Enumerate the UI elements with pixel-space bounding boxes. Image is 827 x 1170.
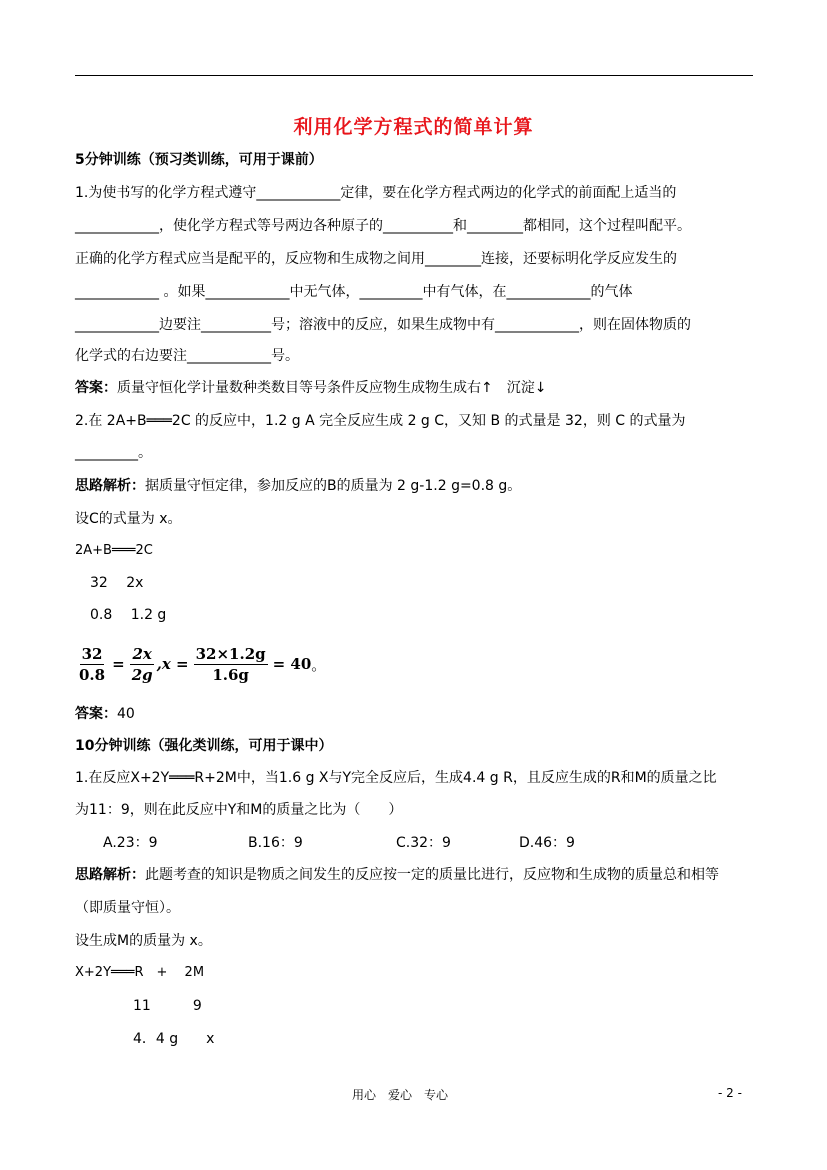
q3-equation: X+2Y═══R + 2M <box>75 965 205 980</box>
equals-sign: = <box>112 655 125 673</box>
fraction-1 <box>77 645 107 684</box>
q3-row-1: 11 9 <box>133 998 202 1014</box>
fraction-2-denominator: 2g <box>131 665 153 684</box>
q1-line-2: ____________，使化学方程式等号两边各种原子的__________和________都相同，这个过程叫配平。 <box>75 218 691 234</box>
math-end: 。 <box>311 655 327 674</box>
answer-text: 质量守恒化学计量数种类数目等号条件反应物生成物生成右↑ 沉淀↓ <box>117 380 547 396</box>
fraction-3-numerator: 32×1.2g <box>195 644 266 663</box>
fraction-2-numerator: 2x <box>132 644 152 663</box>
q2-row-1: 32 2x <box>90 575 144 591</box>
q1-line-1: 1.为使书写的化学方程式遵守____________定律，要在化学方程式两边的化学式的前面配上适当的 <box>75 185 677 201</box>
footer-page-number: - 2 - <box>718 1086 742 1100</box>
q2-equation: 2A+B═══2C <box>75 543 153 558</box>
q1-line-3: 正确的化学方程式应当是配平的，反应物和生成物之间用________连接，还要标明化学反应发生的 <box>75 251 677 267</box>
q2-row-2: 0.8 1.2 g <box>90 607 167 623</box>
fraction-2 <box>130 645 155 684</box>
q3-analysis-label: 思路解析： <box>75 867 145 883</box>
q3-option-d: D.46：9 <box>519 835 575 851</box>
footer-center-text: 用心 爱心 专心 <box>352 1088 449 1102</box>
q1-line-4: ____________ 。如果____________中无气体，_________中有气体，在____________的气体 <box>75 284 633 300</box>
q1-line-6: 化学式的右边要注____________号。 <box>75 348 299 364</box>
section2-heading: 10分钟训练（强化类训练，可用于课中） <box>75 738 333 754</box>
q2-line-1: 2.在 2A+B═══2C 的反应中，1.2 g A 完全反应生成 2 g C，又知 B 的式量是 32，则 C 的式量为 <box>75 413 686 429</box>
answer-1 <box>75 378 546 398</box>
q2-line-2: _________。 <box>75 445 152 461</box>
q3-analysis-text: 此题考查的知识是物质之间发生的反应按一定的质量比进行，反应物和生成物的质量总和相等 <box>145 867 719 883</box>
answer-label: 答案： <box>75 380 117 396</box>
q3-row-2: 4．4 g x <box>133 1031 215 1047</box>
q3-option-c: C.32：9 <box>396 835 451 851</box>
q1-line-5: ____________边要注__________号；溶液中的反应，如果生成物中有____________，则在固体物质的 <box>75 317 691 333</box>
fraction-3 <box>194 645 268 684</box>
q3-option-b: B.16：9 <box>248 835 303 851</box>
q2-math-formula <box>75 640 326 688</box>
answer-2-label: 答案： <box>75 706 117 722</box>
section1-heading: 5分钟训练（预习类训练，可用于课前） <box>75 152 323 168</box>
q2-let: 设C的式量为 x。 <box>75 511 182 527</box>
fraction-1-numerator: 32 <box>81 644 103 663</box>
fraction-1-denominator: 0.8 <box>79 665 106 684</box>
answer-2-text: 40 <box>117 706 135 722</box>
q3-analysis-line-2: （即质量守恒）。 <box>75 900 180 916</box>
answer-2 <box>75 704 135 724</box>
q3-line-1: 1.在反应X+2Y═══R+2M中，当1.6 g X与Y完全反应后，生成4.4 g R，且反应生成的R和M的质量之比 <box>75 770 717 786</box>
q2-analysis <box>75 476 521 496</box>
math-mid-text: ,x = <box>156 655 189 673</box>
document-title: 利用化学方程式的简单计算 <box>293 116 534 138</box>
fraction-3-denominator: 1.6g <box>212 665 249 684</box>
q3-option-a: A.23：9 <box>103 835 158 851</box>
q3-line-2: 为11：9，则在此反应中Y和M的质量之比为（ ） <box>75 802 403 818</box>
analysis-text: 据质量守恒定律，参加反应的B的质量为 2 g-1.2 g=0.8 g。 <box>145 478 522 494</box>
q3-analysis <box>75 865 719 885</box>
header-rule <box>75 75 753 76</box>
analysis-label: 思路解析： <box>75 478 145 494</box>
math-result: = 40 <box>272 655 312 673</box>
q3-let: 设生成M的质量为 x。 <box>75 933 212 949</box>
